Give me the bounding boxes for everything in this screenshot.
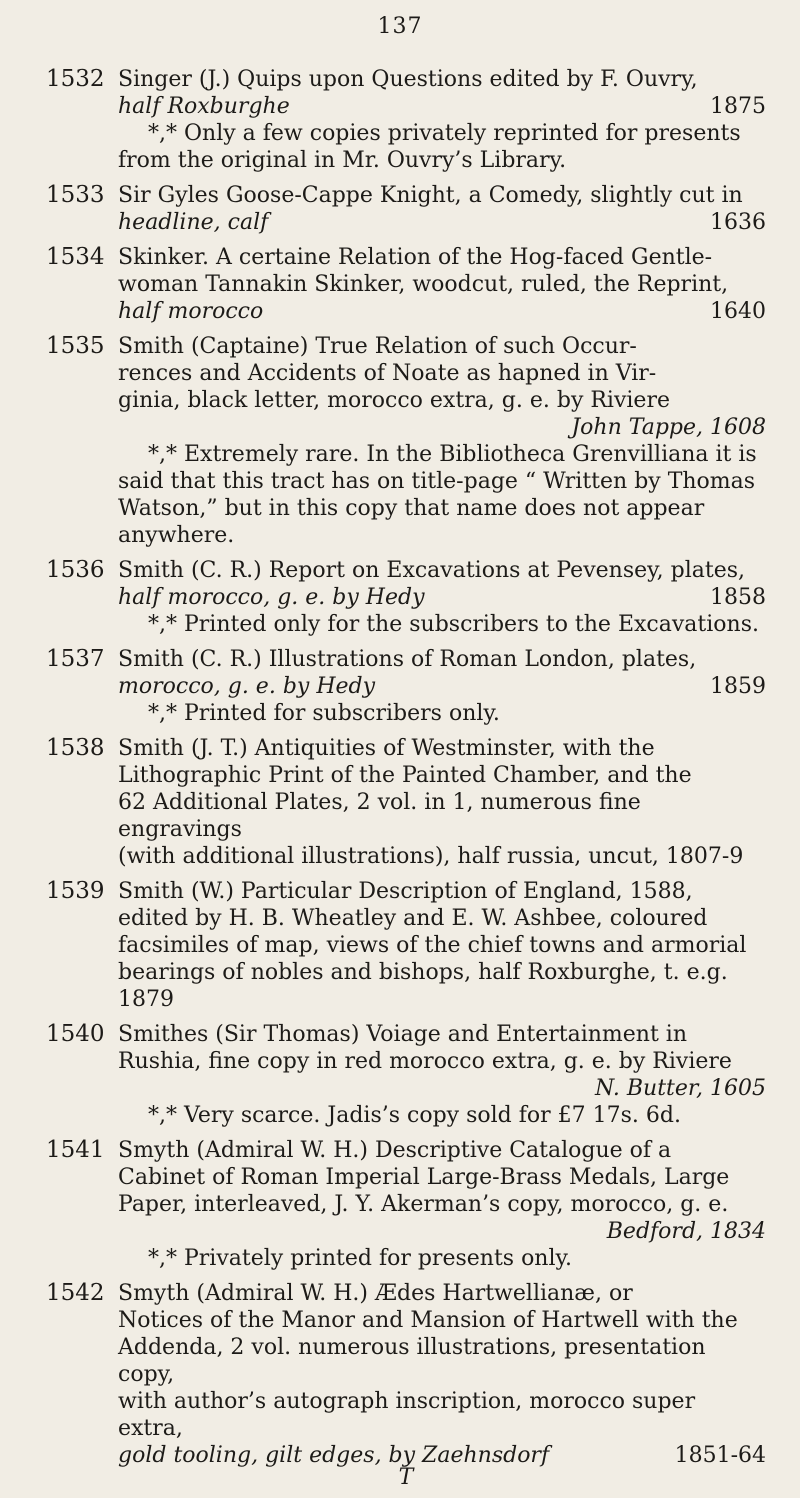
entry-line: (with additional illustrations), half russia, uncut, 1807-9	[118, 844, 744, 869]
entry-description	[118, 646, 766, 700]
catalogue-entry	[46, 66, 766, 174]
entry-line: Singer (J.) Quips upon Questions edited by F. Ouvry,	[118, 67, 698, 92]
lot-number: 1535	[46, 333, 105, 359]
lot-number: 1536	[46, 557, 105, 583]
entry-final-line	[118, 298, 766, 325]
lot-number: 1533	[46, 182, 105, 208]
entry-description	[118, 1137, 766, 1245]
publication-year: 1858	[710, 585, 766, 610]
entry-note: *,* Printed for subscribers only.	[148, 701, 500, 726]
catalogue-entry	[46, 244, 766, 325]
entry-line: Smyth (Admiral W. H.) Descriptive Catalogue of a	[118, 1138, 672, 1163]
publication-year: 1859	[710, 674, 766, 699]
page-number: 137	[377, 14, 423, 39]
entry-final-line	[118, 673, 766, 700]
entry-line: Smyth (Admiral W. H.) Ædes Hartwellianæ, or	[118, 1281, 633, 1306]
lot-number: 1532	[46, 66, 105, 92]
lot-number: 1539	[46, 878, 105, 904]
binding-description: half Roxburghe	[118, 94, 290, 119]
entry-line: Rushia, fine copy in red morocco extra, g. e. by Riviere	[118, 1049, 732, 1074]
entry-line: with author’s autograph inscription, morocco super extra,	[118, 1389, 696, 1441]
entry-final-line	[118, 93, 766, 120]
catalogue-entry	[46, 735, 766, 870]
entry-description	[118, 1280, 766, 1469]
publication-year: 1636	[710, 210, 766, 235]
entry-final-line	[118, 209, 766, 236]
entry-line: Sir Gyles Goose-Cappe Knight, a Comedy, slightly cut in	[118, 183, 743, 208]
entry-line: facsimiles of map, views of the chief towns and armorial	[118, 933, 747, 958]
entry-line: edited by H. B. Wheatley and E. W. Ashbee, coloured	[118, 906, 708, 931]
entry-description	[118, 182, 766, 236]
catalogue-entry	[46, 1280, 766, 1490]
imprint-line: N. Butter, 1605	[595, 1076, 766, 1101]
entry-description	[118, 557, 766, 611]
entry-line: Smith (W.) Particular Description of England, 1588,	[118, 879, 693, 904]
entry-description	[118, 244, 766, 325]
publication-year: 1851-64	[674, 1443, 766, 1468]
publication-year: 1875	[710, 94, 766, 119]
lot-number: 1541	[46, 1137, 105, 1163]
catalogue-entry	[46, 878, 766, 1013]
imprint-line: John Tappe, 1608	[571, 415, 766, 440]
lot-number: 1534	[46, 244, 105, 270]
entry-note: *,* Privately printed for presents only.	[148, 1246, 573, 1271]
catalogue-entry	[46, 557, 766, 638]
entry-line: Smith (C. R.) Report on Excavations at Pevensey, plates,	[118, 558, 745, 583]
entry-note: *,* Extremely rare. In the Bibliotheca Grenvilliana it is said that this tract has on title-page “ Written by Thomas Watson,” but in this copy that name does not appear anywhere.	[118, 442, 757, 548]
entry-line: Paper, interleaved, J. Y. Akerman’s copy, morocco, g. e.	[118, 1192, 729, 1217]
catalogue-entries	[46, 66, 766, 1498]
catalogue-entry	[46, 1137, 766, 1272]
entry-description	[118, 735, 766, 870]
entry-note: *,* Only a few copies privately reprinted for presents from the original in Mr. Ouvry’s Library.	[118, 121, 741, 173]
catalogue-entry	[46, 333, 766, 549]
catalogue-entry	[46, 1021, 766, 1129]
lot-number: 1542	[46, 1280, 105, 1306]
binding-description: gold tooling, gilt edges, by Zaehnsdorf	[118, 1443, 550, 1468]
binding-description: headline, calf	[118, 210, 269, 235]
entry-line: Addenda, 2 vol. numerous illustrations, presentation copy,	[118, 1335, 706, 1387]
lot-number: 1538	[46, 735, 105, 761]
entry-description	[118, 333, 766, 441]
entry-line: Skinker. A certaine Relation of the Hog-faced Gentle-	[118, 245, 713, 270]
entry-description	[118, 878, 766, 1013]
entry-description	[118, 1021, 766, 1102]
entry-line: woman Tannakin Skinker, woodcut, ruled, the Reprint,	[118, 272, 729, 297]
binding-description: half morocco, g. e. by Hedy	[118, 585, 425, 610]
lot-number: 1537	[46, 646, 105, 672]
lot-number: 1540	[46, 1021, 105, 1047]
entry-note: *,* Printed only for the subscribers to the Excavations.	[148, 612, 759, 637]
signature-mark: T	[398, 1465, 414, 1490]
entry-line: Smithes (Sir Thomas) Voiage and Entertainment in	[118, 1022, 687, 1047]
entry-description	[118, 66, 766, 120]
binding-description: half morocco	[118, 299, 264, 324]
entry-line: Smith (J. T.) Antiquities of Westminster, with the	[118, 736, 655, 761]
entry-line: ginia, black letter, morocco extra, g. e. by Riviere	[118, 388, 670, 413]
entry-line: Smith (Captaine) True Relation of such Occur-	[118, 334, 637, 359]
entry-note: *,* Very scarce. Jadis’s copy sold for £7 17s. 6d.	[148, 1103, 681, 1128]
entry-line: Lithographic Print of the Painted Chamber, and the	[118, 763, 692, 788]
binding-description: morocco, g. e. by Hedy	[118, 674, 376, 699]
entry-line: Notices of the Manor and Mansion of Hartwell with the	[118, 1308, 738, 1333]
entry-line: Cabinet of Roman Imperial Large-Brass Medals, Large	[118, 1165, 730, 1190]
imprint-line: Bedford, 1834	[606, 1219, 766, 1244]
entry-line: bearings of nobles and bishops, half Roxburghe, t. e.g. 1879	[118, 960, 728, 1012]
entry-line: rences and Accidents of Noate as hapned in Vir-	[118, 361, 657, 386]
catalogue-entry	[46, 646, 766, 727]
catalogue-entry	[46, 182, 766, 236]
entry-line: Smith (C. R.) Illustrations of Roman London, plates,	[118, 647, 697, 672]
publication-year: 1640	[710, 299, 766, 324]
entry-final-line	[118, 584, 766, 611]
entry-line: 62 Additional Plates, 2 vol. in 1, numerous fine engravings	[118, 790, 641, 842]
